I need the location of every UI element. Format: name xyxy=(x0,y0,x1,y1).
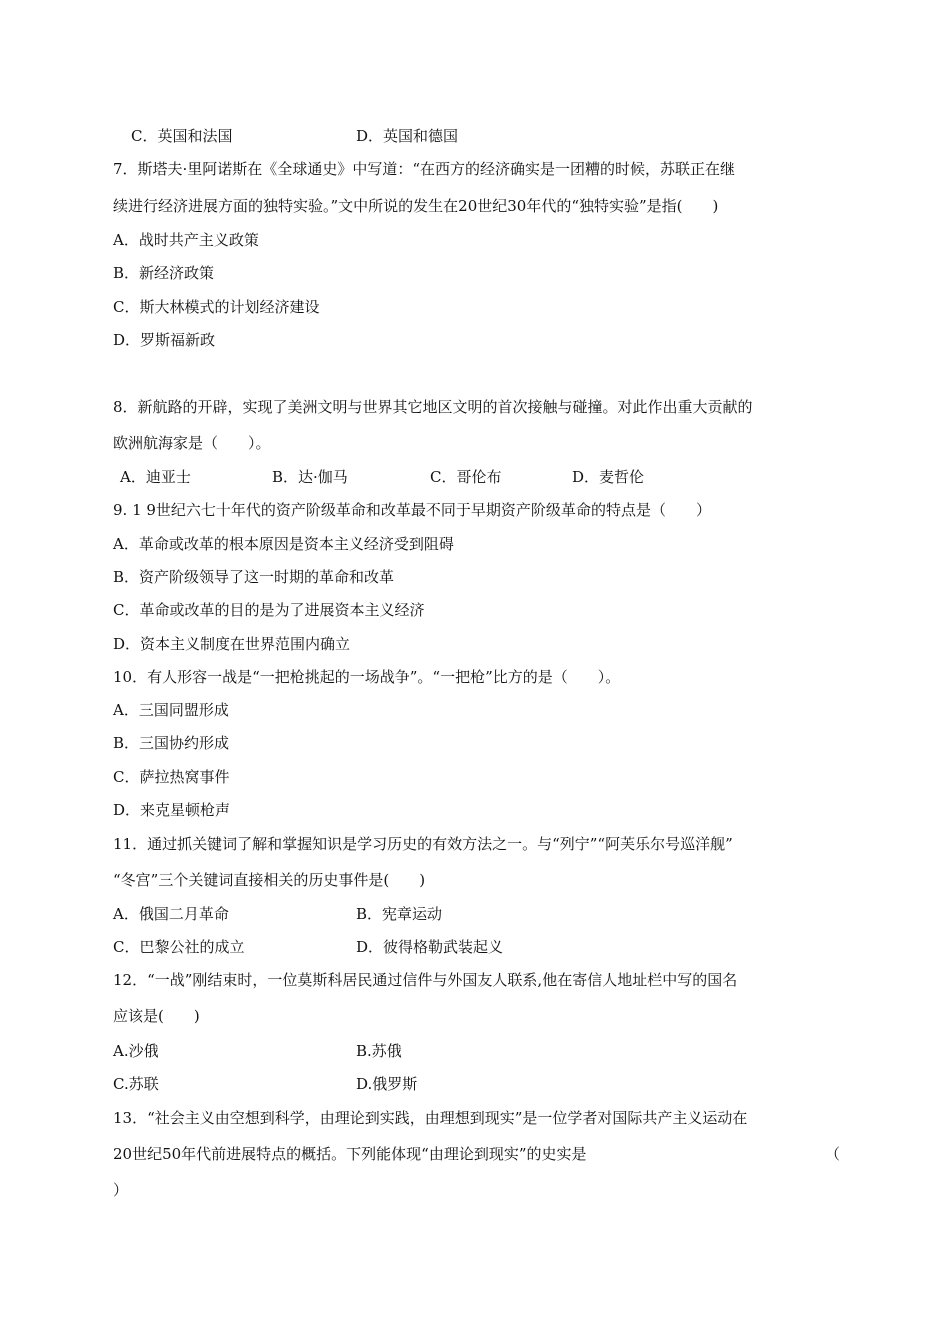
q13-stem-line2: 20世纪50年代前进展特点的概括。下列能体现“由理论到现实”的史实是 xyxy=(113,1145,587,1163)
q12-option-d: D.俄罗斯 xyxy=(356,1075,418,1093)
q12-stem-line2: 应该是( ) xyxy=(113,1007,200,1025)
q6-option-d: D．英国和德国 xyxy=(356,127,459,145)
q7-option-a: A．战时共产主义政策 xyxy=(113,231,259,249)
q10-option-a: A．三国同盟形成 xyxy=(113,701,229,719)
q8-option-b: B．达·伽马 xyxy=(272,468,348,486)
q7-option-c: C．斯大林模式的计划经济建设 xyxy=(113,298,320,316)
q9-stem: 9. 1 9世纪六七十年代的资产阶级革命和改革最不同于早期资产阶级革命的特点是（ ） xyxy=(113,501,711,519)
q11-option-c: C．巴黎公社的成立 xyxy=(113,938,245,956)
q11-stem-line2: “冬宫”三个关键词直接相关的历史事件是( ) xyxy=(113,871,426,889)
q11-stem-line1: 11．通过抓关键词了解和掌握知识是学习历史的有效方法之一。与“列宁”“阿芙乐尔号巡洋舰” xyxy=(113,835,733,853)
q8-stem-line1: 8．新航路的开辟，实现了美洲文明与世界其它地区文明的首次接触与碰撞。对此作出重大贡献的 xyxy=(113,398,753,416)
q9-option-b: B．资产阶级领导了这一时期的革命和改革 xyxy=(113,568,395,586)
q12-option-b: B.苏俄 xyxy=(356,1042,402,1060)
q13-answer-paren-close: ） xyxy=(113,1181,129,1199)
q8-option-a: A．迪亚士 xyxy=(120,468,191,486)
q13-stem-line1: 13．“社会主义由空想到科学，由理论到实践，由理想到现实”是一位学者对国际共产主义运动在 xyxy=(113,1109,748,1127)
q10-option-b: B．三国协约形成 xyxy=(113,734,230,752)
q13-answer-paren-open: （ xyxy=(825,1145,841,1163)
q7-option-b: B．新经济政策 xyxy=(113,264,215,282)
q6-option-c: C．英国和法国 xyxy=(131,127,233,145)
q12-stem-line1: 12．“一战”刚结束时，一位莫斯科居民通过信件与外国友人联系,他在寄信人地址栏中写的国名 xyxy=(113,971,738,989)
q12-option-c: C.苏联 xyxy=(113,1075,159,1093)
q11-option-a: A．俄国二月革命 xyxy=(113,905,229,923)
q7-option-d: D．罗斯福新政 xyxy=(113,331,216,349)
q10-option-d: D．来克星顿枪声 xyxy=(113,801,231,819)
q8-stem-line2: 欧洲航海家是（ ）。 xyxy=(113,434,271,452)
q9-option-d: D．资本主义制度在世界范围内确立 xyxy=(113,635,351,653)
q11-option-d: D．彼得格勒武装起义 xyxy=(356,938,504,956)
q10-option-c: C．萨拉热窝事件 xyxy=(113,768,230,786)
q9-option-c: C．革命或改革的目的是为了进展资本主义经济 xyxy=(113,601,425,619)
q11-option-b: B．宪章运动 xyxy=(356,905,443,923)
q10-stem: 10．有人形容一战是“一把枪挑起的一场战争”。“一把枪”比方的是（ ）。 xyxy=(113,668,621,686)
q7-stem-line2: 续进行经济进展方面的独特实验。”文中所说的发生在20世纪30年代的“独特实验”是指( ) xyxy=(113,197,719,215)
q7-stem-line1: 7．斯塔夫·里阿诺斯在《全球通史》中写道：“在西方的经济确实是一团糟的时候，苏联正在继 xyxy=(113,160,735,178)
q8-option-d: D．麦哲伦 xyxy=(572,468,645,486)
q8-option-c: C．哥伦布 xyxy=(430,468,502,486)
q9-option-a: A．革命或改革的根本原因是资本主义经济受到阻碍 xyxy=(113,535,454,553)
q12-option-a: A.沙俄 xyxy=(113,1042,159,1060)
